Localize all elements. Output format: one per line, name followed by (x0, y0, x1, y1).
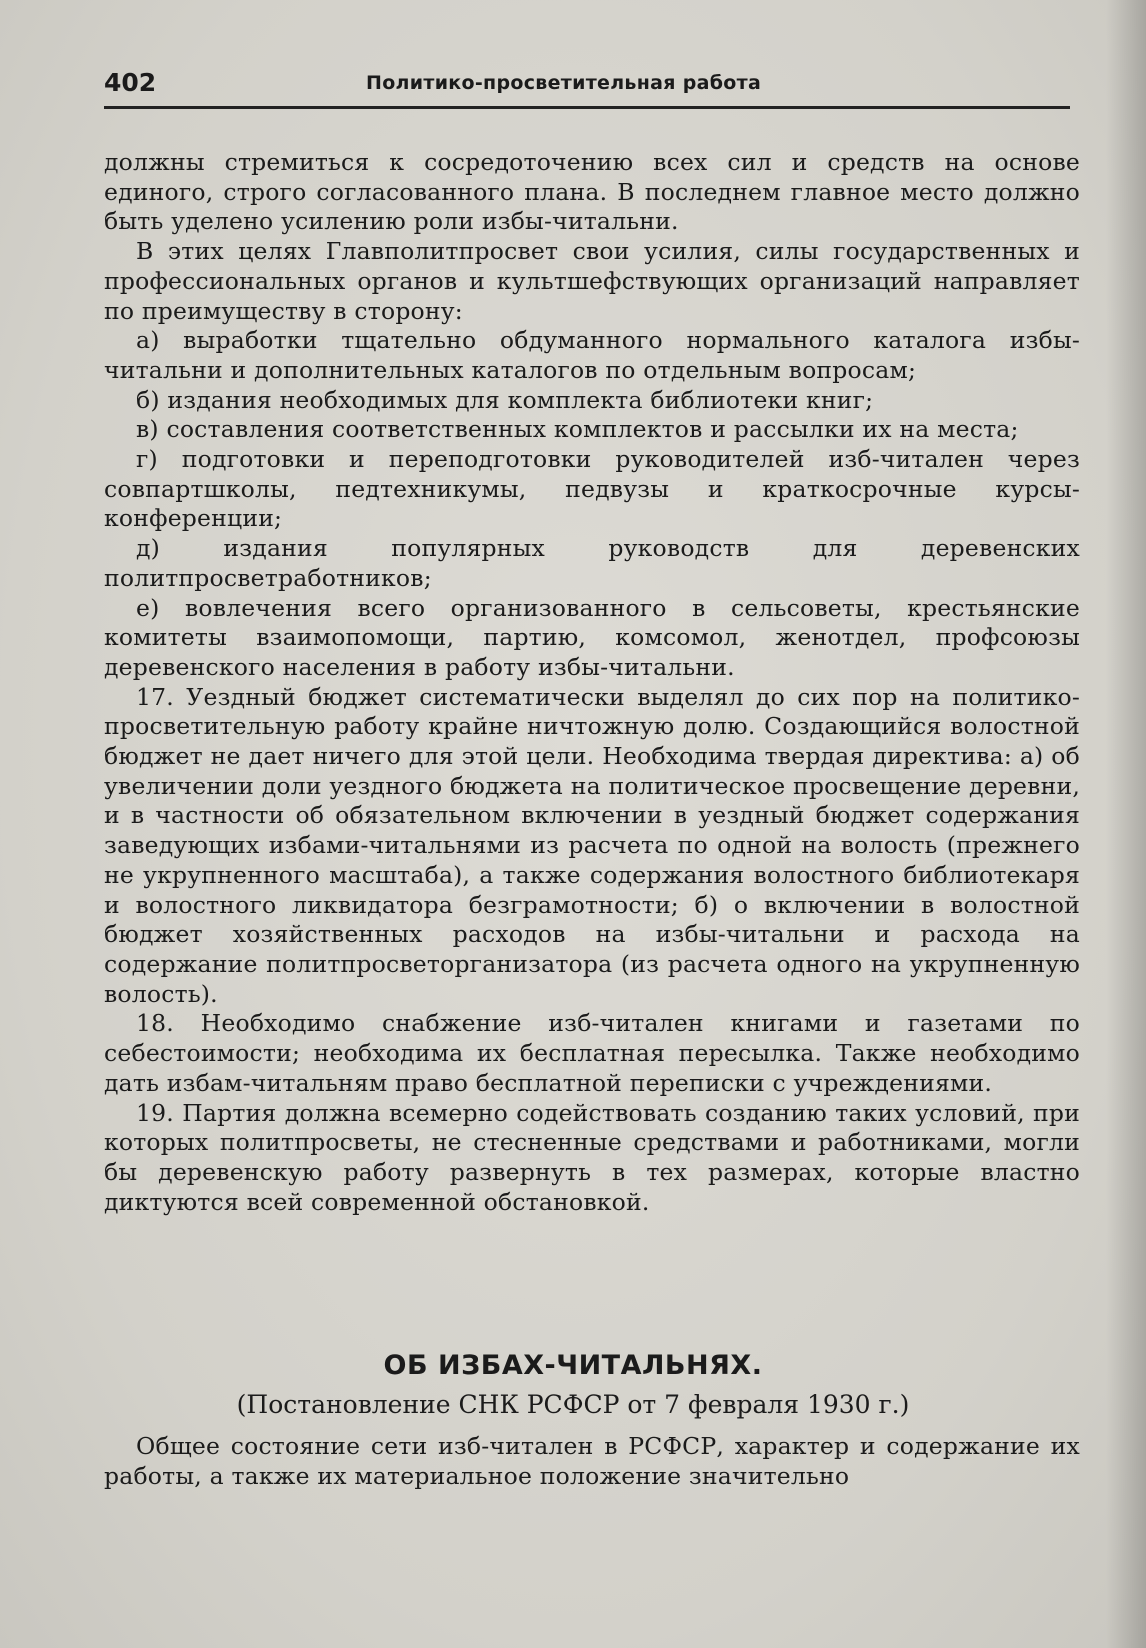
list-item-g: г) подготовки и переподготовки руководителей изб-читален через совпартшколы, педтехникумы, педвузы и краткосрочные курсы-конференции; (104, 445, 1080, 533)
paragraph-continuation: должны стремиться к сосредоточению всех сил и средств на основе единого, строго согласованного плана. В последнем главное место должно быть уделено усилению роли избы-читальни. (104, 148, 1080, 236)
paragraph-17: 17. Уездный бюджет систематически выделял до сих пор на политико-просветительную работу крайне ничтожную долю. Создающийся волостной бюджет не дает ничего для этой цели. Необходима твердая директива: а) об увеличении доли уездного бюджета на политическое просвещение деревни, и в частности об обязательном включении в уездный бюджет содержания заведующих избами-читальнями из расчета по одной на волость (прежнего не укрупненного масштаба), а также содержания волостного библиотекаря и волостного ликвидатора безграмотности; б) о включении в волостной бюджет хозяйственных расходов на избы-читальни и расхода на содержание политпросветорганизатора (из расчета одного на укрупненную волость). (104, 682, 1080, 1008)
running-title: Политико-просветительная работа (366, 72, 762, 94)
list-item-e: е) вовлечения всего организованного в сельсоветы, крестьянские комитеты взаимопомощи, партию, комсомол, женотдел, профсоюзы деревенского населения в работу избы-читальни. (104, 593, 1080, 681)
list-item-d: д) издания популярных руководств для деревенских политпросветработников; (104, 534, 1080, 592)
section-body (104, 1432, 1080, 1491)
list-item-b: б) издания необходимых для комплекта библиотеки книг; (136, 385, 874, 414)
main-text (104, 148, 1080, 1217)
paragraph-18: 18. Необходимо снабжение изб-читален книгами и газетами по себестоимости; необходима их бесплатная пересылка. Также необходимо дать избам-читальням право бесплатной переписки с учреждениями. (104, 1009, 1080, 1097)
paragraph-19: 19. Партия должна всемерно содействовать созданию таких условий, при которых политпросветы, не стесненные средствами и работниками, могли бы деревенскую работу развернуть в тех размерах, которые властно диктуются всей современной обстановкой. (104, 1098, 1080, 1216)
section-title: ОБ ИЗБАХ-ЧИТАЛЬНЯХ. (383, 1350, 763, 1381)
page-number: 402 (104, 68, 157, 97)
section-paragraph: Общее состояние сети изб-читален в РСФСР, характер и содержание их работы, а также их материальное положение значительно (104, 1432, 1080, 1490)
section-subtitle: (Постановление СНК РСФСР от 7 февраля 1930 г.) (236, 1390, 910, 1419)
list-item-a: а) выработки тщательно обдуманного нормального каталога избы-читальни и дополнительных каталогов по отдельным вопросам; (104, 326, 1080, 384)
page-header (104, 62, 1070, 109)
list-item-v: в) составления соответственных комплектов и рассылки их на места; (136, 415, 1019, 444)
paragraph-intro: В этих целях Главполитпросвет свои усилия, силы государственных и профессиональных органов и культшефствующих организаций направляет по преимуществу в сторону: (104, 237, 1080, 325)
